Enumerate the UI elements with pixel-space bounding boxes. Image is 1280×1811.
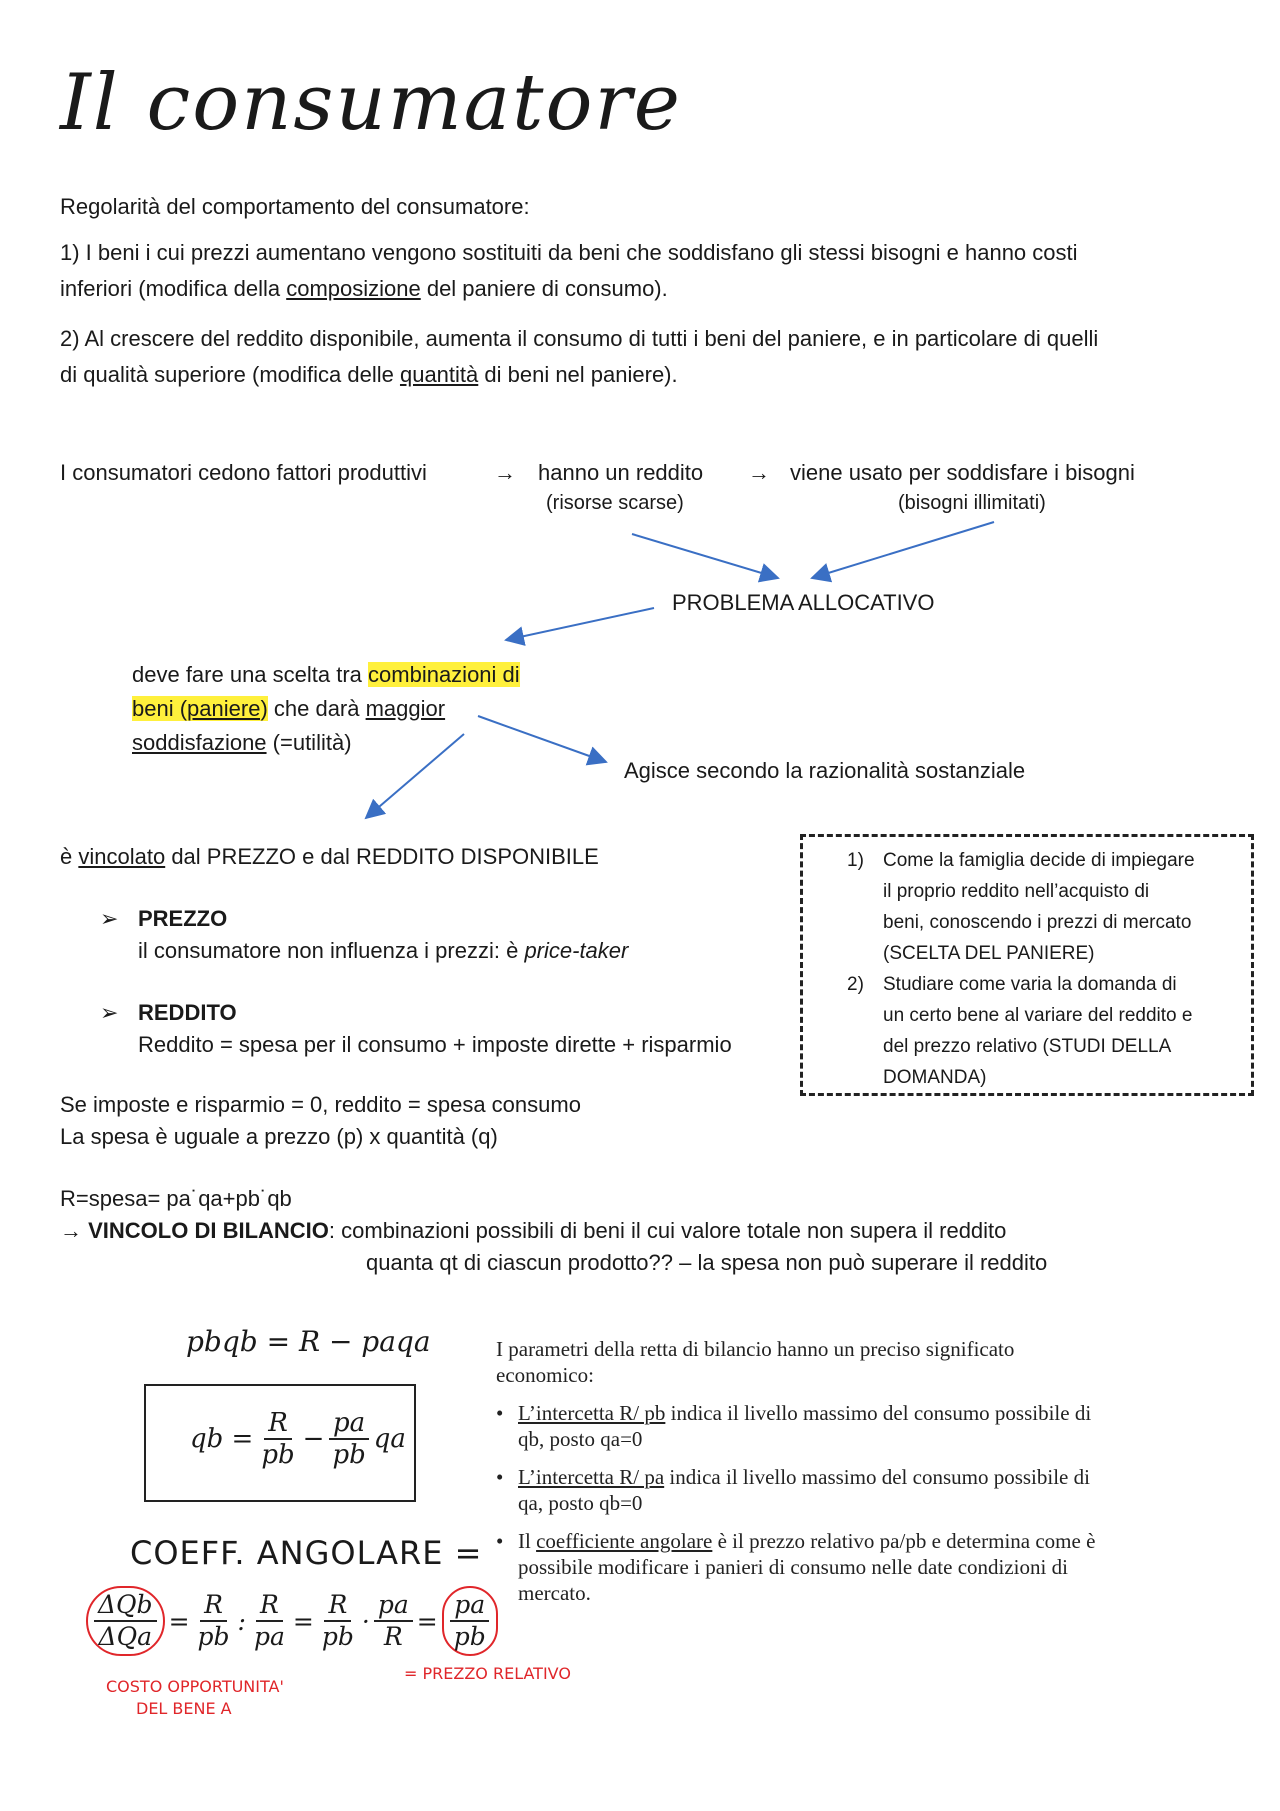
slope-label: COEFF. ANGOLARE = xyxy=(130,1534,483,1572)
choice-line-2: beni (paniere) che darà maggior xyxy=(132,696,446,721)
objective-1: Come la famiglia decide di impiegare il proprio reddito nell’acquisto di beni, conoscendo i prezzi di mercato (SCELTA DEL PANIERE) xyxy=(883,850,1195,964)
arrow-problem-to-choice xyxy=(506,608,654,640)
objective-2: Studiare come varia la domanda di un certo bene al variare del reddito e del prezzo relativo (STUDI DELLA DOMANDA) xyxy=(883,974,1193,1088)
rule-2-line-2: di qualità superiore (modifica delle quantità di beni nel paniere). xyxy=(60,362,678,387)
price-bullet-icon: ➢ xyxy=(100,906,119,931)
flow-step-2: hanno un reddito xyxy=(538,460,704,485)
textbook-intro-2: economico: xyxy=(496,1363,594,1387)
flow-step-2-note: (risorse scarse) xyxy=(546,492,684,514)
flow-step-3-note: (bisogni illimitati) xyxy=(898,492,1046,514)
budget-constraint-definition: → VINCOLO DI BILANCIO: combinazioni possibili di beni il cui valore totale non supera il reddito xyxy=(60,1218,1007,1243)
choice-line-3: soddisfazione (=utilità) xyxy=(132,730,352,755)
objective-2-number: 2) xyxy=(847,974,864,995)
income-title: REDDITO xyxy=(138,1000,237,1025)
intro-heading: Regolarità del comportamento del consumatore: xyxy=(60,194,530,219)
textbook-excerpt xyxy=(496,1336,1206,1606)
rule-2-line-1: 2) Al crescere del reddito disponibile, aumenta il consumo di tutti i beni del paniere, e in particolare di quelli xyxy=(60,326,1099,351)
page-title: Il consumatore xyxy=(60,58,682,148)
budget-constraint-question: quanta qt di ciascun prodotto?? – la spesa non può superare il reddito xyxy=(366,1250,1048,1275)
arrow-needs-to-problem xyxy=(812,522,994,578)
flow-step-3: viene usato per soddisfare i bisogni xyxy=(790,460,1135,485)
spending-formula: R=spesa= pa˙qa+pb˙qb xyxy=(60,1186,292,1211)
textbook-bullet-3: • Il coefficiente angolare è il prezzo relativo pa/pb e determina come è possibile modificare i panieri di consumo nelle date condizioni di mercato. xyxy=(496,1529,1096,1605)
textbook-bullet-1: • L’intercetta R/ pb indica il livello massimo del consumo possibile di qb, posto qa=0 xyxy=(496,1401,1092,1451)
textbook-intro-1: I parametri della retta di bilancio hanno un preciso significato xyxy=(496,1337,1015,1361)
opportunity-cost-note: COSTO OPPORTUNITA' DEL BENE A xyxy=(106,1677,284,1718)
budget-line-formula: qb = $\frac{R}{pb}$ − $\frac{pa}{pb}$ qa xyxy=(190,1408,406,1470)
budget-equation: pbqb = R − paqa xyxy=(186,1325,431,1358)
textbook-bullet-2: • L’intercetta R/ pa indica il livello massimo del consumo possibile di qa, posto qb=0 xyxy=(496,1465,1090,1515)
rule-1-line-1: 1) I beni i cui prezzi aumentano vengono sostituiti da beni che soddisfano gli stessi bisogni e hanno costi xyxy=(60,240,1078,265)
relative-price-note: = PREZZO RELATIVO xyxy=(404,1664,571,1683)
flow-step-1: I consumatori cedono fattori produttivi xyxy=(60,460,427,485)
choice-line-1: deve fare una scelta tra combinazioni di xyxy=(132,662,520,687)
income-text: Reddito = spesa per il consumo + imposte dirette + risparmio xyxy=(138,1032,732,1057)
objective-1-number: 1) xyxy=(847,850,864,871)
arrow-resources-to-problem xyxy=(632,534,778,578)
rule-1-line-2: inferiori (modifica della composizione del paniere di consumo). xyxy=(60,276,668,301)
spending-line-2: La spesa è uguale a prezzo (p) x quantità (q) xyxy=(60,1124,498,1149)
arrow-choice-to-constraint xyxy=(366,734,464,818)
flow-arrow-1: → xyxy=(494,460,516,485)
arrow-choice-to-rationality xyxy=(478,716,606,762)
problem-label: PROBLEMA ALLOCATIVO xyxy=(672,590,935,615)
rationality-label: Agisce secondo la razionalità sostanziale xyxy=(624,758,1026,783)
spending-line-1: Se imposte e risparmio = 0, reddito = spesa consumo xyxy=(60,1092,581,1117)
slope-derivation: $\frac{\text{ΔQb}}{\text{ΔQa}}$ = $\frac{R}{pb}$ : $\frac{R}{pa}$ = $\frac{R}{pb}$ · $\frac{pa}{R}$ = $\frac{pa}{pb}$ xyxy=(82,1586,502,1656)
price-text: il consumatore non influenza i prezzi: è price-taker xyxy=(138,938,629,963)
constraint-heading: è vincolato dal PREZZO e dal REDDITO DISPONIBILE xyxy=(60,844,599,869)
study-objectives-box xyxy=(800,834,1254,1096)
budget-line-formula-box xyxy=(144,1384,416,1502)
price-title: PREZZO xyxy=(138,906,228,931)
income-bullet-icon: ➢ xyxy=(100,1000,119,1025)
flow-arrow-2: → xyxy=(748,460,770,485)
